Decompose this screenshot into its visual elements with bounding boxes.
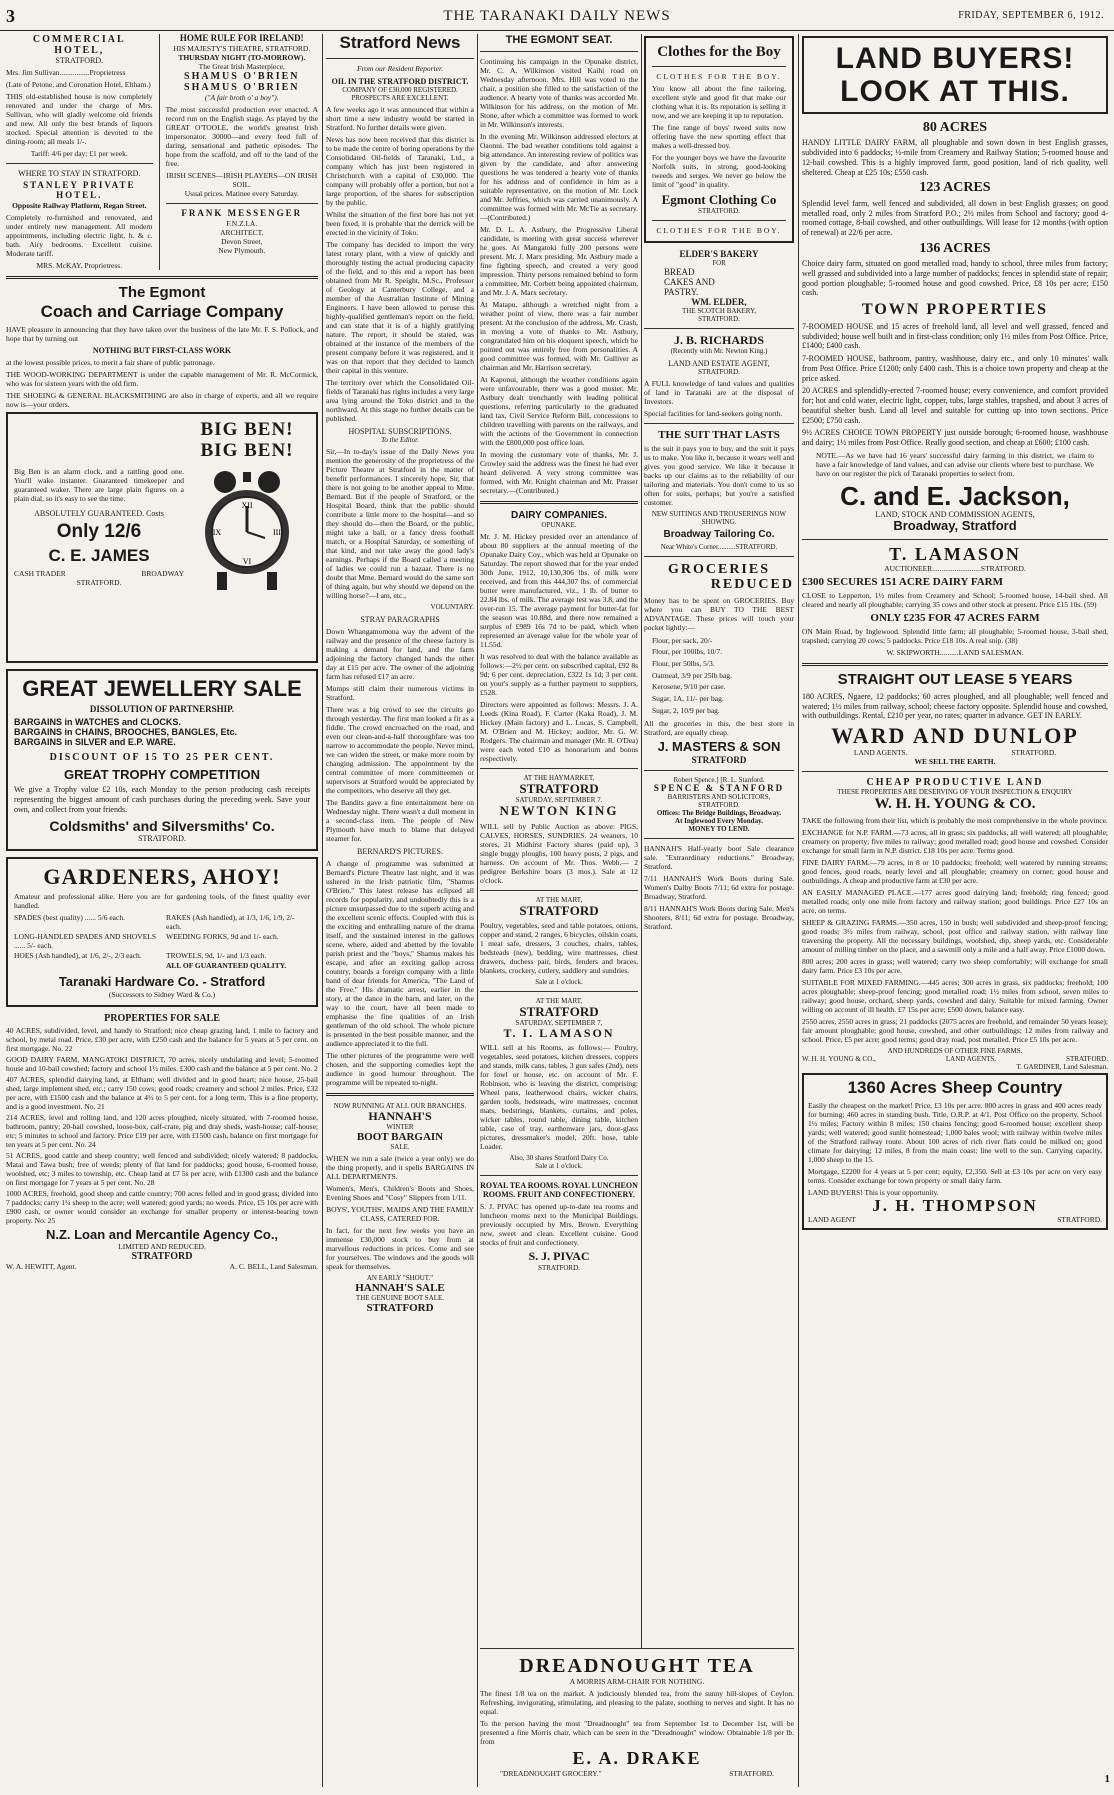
newton-king: NEWTON KING xyxy=(499,803,619,819)
richards-name: J. B. RICHARDS xyxy=(673,332,764,347)
article-paragraph: In moving the customary vote of thanks, Mr. J. Crowley said the address was the finest he had ever heard delivered. A very strong committee was formed, with Mr. Knight chairman and Mr. Prasser secretary.—(Contributed.) xyxy=(480,450,638,496)
architect-name: FRANK MESSENGER xyxy=(181,207,303,218)
groceries-title: GROCERIES xyxy=(667,562,771,578)
big-ben-cash-trader: CASH TRADER xyxy=(14,568,66,578)
hardware-firm: Taranaki Hardware Co. - Stratford xyxy=(58,974,266,990)
pfs-heading: PROPERTIES FOR SALE xyxy=(104,1012,220,1024)
hannah-sale: SALE. xyxy=(390,1142,410,1151)
stray-heading: STRAY PARAGRAPHS xyxy=(360,614,440,624)
byline: From our Resident Reporter. xyxy=(357,63,443,73)
sheep-mortgage: Mortgage, £2200 for 4 years at 5 per cent; equity, £2,350. Sell at £3 10s per acre on very easy terms. Consider exchange for town property or small dairy farm. xyxy=(808,1166,1102,1185)
stray-paragraph: Down Whangamomona way the advent of the railway and the presence of the cheese factory is making a demand for land, and the farm adjoining the factory changed hands the other day at £15 per acre. The owner of the adjoining farm has refused £17 an acre. xyxy=(326,626,474,681)
egmont-seat-title: THE EGMONT SEAT. xyxy=(505,34,613,46)
ward-dunlop: WARD AND DUNLOP xyxy=(831,723,1079,749)
mart2-town: STRATFORD xyxy=(519,1003,599,1019)
commercial-hotel-ad xyxy=(6,34,153,270)
suit-new: NEW SUITINGS AND TROUSERINGS NOW SHOWING. xyxy=(651,510,787,527)
column-rule xyxy=(477,34,478,1787)
tool-item: ALL OF GUARANTEED QUALITY. xyxy=(166,961,287,971)
hannah-title: HANNAH'S xyxy=(368,1108,432,1123)
dreadnought-tea-ad xyxy=(480,1648,794,1789)
young-more: AND HUNDREDS OF OTHER FINE FARMS. xyxy=(887,1046,1023,1055)
t-lamason: T. LAMASON xyxy=(889,543,1021,564)
dreadnought-sub: A MORRIS ARM-CHAIR FOR NOTHING. xyxy=(569,1677,705,1686)
egmont-shoeing: THE SHOEING & GENERAL BLACKSMITHING are also in charge of experts, and all we require now is—your orders. xyxy=(6,390,318,409)
oil-heading: OIL IN THE STRATFORD DISTRICT. xyxy=(331,76,469,86)
dairy-paragraph: It was resolved to deal with the balance available as follows:—2½ per cent. on subscribed capital, £92 8s 9d; 6 per cent. depreciation, £322 1s 1d; 3 per cent. on your's supply as a further payment to suppliers, £528. xyxy=(480,652,638,698)
young-listing: FINE DAIRY FARM.—79 acres, in 8 or 10 paddocks; freehold; well watered by running streams; good fences, good roads, nearly level and all ploughable; creamery on corner; good house and outbuildings. A cheap and productive farm at £30 per acre. xyxy=(802,857,1108,885)
town-listing: 9½ ACRES CHOICE TOWN PROPERTY just outside borough; 6-roomed house, washhouse and dairy; 1½ miles from Post Office. Really good section, and cheap at £600; £100 cash. xyxy=(802,428,1108,448)
alarm-clock-icon xyxy=(197,468,297,598)
property-listing: 1000 ACRES, freehold, good sheep and cattle country; 700 acres felled and in good grass; divided into 7 paddocks; carry 1¼ sheep to the acre; well watered; good yards; no weeds. Price, £5 10s per acre with £900 cash, or owner would consider an exchange for smaller property or interest-bearing town property. No. 25 xyxy=(6,1188,318,1225)
jackson-address: Broadway, Stratford xyxy=(893,518,1017,534)
egmont-title: The Egmont xyxy=(118,283,206,301)
big-ben-guarantee: ABSOLUTELY GUARANTEED. Costs xyxy=(34,508,164,518)
stay-heading: WHERE TO STAY IN STRATFORD. xyxy=(18,169,141,178)
look-at-this: LOOK AT THIS. xyxy=(840,75,1070,108)
mart-at: AT THE MART, xyxy=(535,895,583,904)
hannah-body: WHEN we run a sale (twice a year only) we do the thing properly, and it spells BARGAINS IN ALL DEPARTMENTS. xyxy=(326,1153,474,1181)
sheep-body: Easily the cheapest on the market! Price, £3 10s per acre. 800 acres in grass and 400 acres ready for burning; 460 acres in standing bush. Title, O.R.P. at 4/1. Post Office on the property. School 1½ miles; Factory within 8 miles; 150 chains fencing; good 6-roomed house; excellent sheep yards; well watered; good sunlit homestead; 1,000 bales wool; with railway within twelve miles of the Stratford railway route. About 100 acres of rich river flats could be milked on; good climate for dairying; 12 miles, 8 from the main coast; line well to the sun. Carrying capacity, 1,000 sheep to the 15. xyxy=(808,1100,1102,1164)
solicitor-town: STRATFORD. xyxy=(698,801,740,810)
issue-date: FRIDAY, SEPTEMBER 6, 1912. xyxy=(958,10,1104,21)
thompson-town: STRATFORD. xyxy=(1057,1215,1102,1225)
mart-town: STRATFORD xyxy=(519,902,599,918)
property-listing: 407 ACRES, splendid dairying land, at Eltham; well divided and in good heart; nice house, 25-bail shed, large implement shed, etc.; carry 150 cows; good roads; creamery and school 2 miles. Price, £32 per acre, with £1500 cash and the balance at 4½ to 5 per cent. for a long term. This is a fine property, and is a good investment. No. 21 xyxy=(6,1074,318,1111)
solicitor-money: MONEY TO LEND. xyxy=(688,825,750,834)
tool-item: RAKES (Ash handled), at 1/3, 1/6, 1/9, 2/- each. xyxy=(166,913,295,932)
haymarket-at: AT THE HAYMARKET, xyxy=(523,774,595,783)
cfb-footer: CLOTHES FOR THE BOY. xyxy=(656,225,782,235)
richards-sub: (Recently with Mr. Newton King.) xyxy=(670,346,768,355)
article-paragraph: At Kaponui, although the weather conditions again were unfavourable, there was a good muster. Mr. Astbury dealt trenchantly with leading political questions, referring particularly to the graduated land tax, Civil Service Reform Bill, concessions to children travelling with parents on the railways, and with the actions of the Government in connection with the £800,000 post office loan. xyxy=(480,375,638,448)
oil-subheading: PROSPECTS ARE EXCELLENT. xyxy=(351,93,449,102)
jackson-title: C. and E. Jackson, xyxy=(840,480,1070,511)
big-ben-ad xyxy=(6,412,318,663)
grocery-price: Flour, per sack, 20/- xyxy=(652,635,713,645)
stanley-proprietress: MRS. McKAY, Proprietress. xyxy=(36,260,123,270)
lamason-300-heading: £300 SECURES 151 ACRE DAIRY FARM xyxy=(802,576,1003,589)
hannah-body-2: In fact, for the next few weeks you have an immense £30,000 stock to buy from at marvellous reductions in prices. Come and see for yourselves. The windows and the goods will speak for themselves. xyxy=(326,1225,474,1271)
town-note: NOTE.—As we have had 16 years' successful dairy farming in this district, we claim to have a fair knowledge of land values, and can advise our clients where best to purchase. We have on our register the pick of Taranaki properties to select from. xyxy=(816,450,1094,478)
column-2 xyxy=(326,34,474,1787)
egmont-clothing-firm: Egmont Clothing Co xyxy=(661,191,777,207)
play-tagline: ("A fair broth o' a boy"). xyxy=(204,92,279,102)
dreadnought-body-2: To the person having the most "Dreadnought" tea from September 1st to December 1st, will be presented a fine Morris chair, which can be seen in the "Dreadnought" window. Obtainable 1/8 per lb. from xyxy=(480,1719,794,1746)
young-role: LAND AGENTS, xyxy=(945,1054,997,1063)
town-listing: 20 ACRES and splendidly-erected 7-roomed house; every convenience, and comfort provided for; hot and cold water, electric light, copper, tubs, large stables, trapshed, and about 3 acres of beautiful shelter bush. Land all level and suitable for cutting up into town sections. Price £2500; £750 cash. xyxy=(802,386,1108,425)
ward-dunlop-town: STRATFORD. xyxy=(1011,748,1057,758)
tea-rooms-body: S. J. PIVAC has opened up-to-date tea rooms and luncheon rooms next to the Municipal Buildings, previously occupied by Mrs. Brown. Everything new, sweet and clean. Excellent cuisine. Good stocks of fruit and confectionery. xyxy=(480,1202,638,1248)
svg-text:XII: XII xyxy=(241,500,253,510)
big-ben-broadway: BROADWAY xyxy=(141,568,184,578)
sheep-land-buyers: LAND BUYERS! This is your opportunity. xyxy=(808,1187,939,1197)
mart2-date: SATURDAY, SEPTEMBER 7, xyxy=(515,1019,603,1028)
nz-loan-agent: W. A. HEWITT, Agent. xyxy=(6,1261,77,1271)
thompson-name: J. H. THOMPSON xyxy=(872,1195,1038,1215)
egmont-subtitle: Coach and Carriage Company xyxy=(40,302,284,322)
masters-name: J. MASTERS & SON xyxy=(657,739,781,755)
sheep-country-ad xyxy=(802,1073,1108,1230)
column-rule xyxy=(322,34,323,1787)
haymarket-town: STRATFORD xyxy=(519,781,599,797)
solicitor-role: BARRISTERS AND SOLICITORS, xyxy=(667,793,771,802)
acres-136: 136 ACRES xyxy=(919,240,991,256)
egmont-body-2: at the lowest possible prices, to merit a fair share of public patronage. xyxy=(6,357,215,367)
land-agent-body: A FULL knowledge of land values and qualities of land in Taranaki are at the disposal of Investors. xyxy=(644,378,794,406)
pivac-town: STRATFORD. xyxy=(538,1263,580,1272)
property-listing: 40 ACRES, subdivided, level, and handy to Stratford; nice cheap grazing land, 1 mile to factory and school, by metal road. Price, £30 per acre, with £250 cash and the balance for 5 years at 5 per cent. on first mortgage. No. 22 xyxy=(6,1025,318,1053)
hotel-late: (Late of Petone, and Coronation Hotel, Eltham.) xyxy=(6,80,151,89)
nz-loan-town: STRATFORD xyxy=(131,1250,193,1262)
newspaper-title: THE TARANAKI DAILY NEWS xyxy=(443,8,671,24)
hannah-small-ad: 7/11 HANNAH'S Work Boots during Sale. Women's Dalby Boots 7/11; 6d extra for postage. Broadway, Stratford. xyxy=(644,874,794,902)
home-rule-ad xyxy=(159,34,318,270)
young-listing: SUITABLE FOR MIXED FARMING.—445 acres; 300 acres in grass, six paddocks; freehold; 100 acres ploughable; sheep-proof fencing; good metalled road; 1½ miles from school, seven miles to railway; good house, orchard, sheep yards, cowshed and dairy. Suitable for mixed farming. Owner willing on account of ill health. £7 15s per acre; £500 down, balance easy. xyxy=(802,977,1108,1014)
bakery-line: CAKES AND xyxy=(664,276,715,287)
t-lamason-sub: AUCTIONEER..........................STRATFORD. xyxy=(884,564,1026,574)
property-listing: 214 ACRES, level and rolling land, and 120 acres ploughed, nicely situated, with 7-roomed house, bathroom, pantry; 20-bail cowshed, loose-box, calf-crate, pig and dray sheds, wash-house; calf-house; etc; 5 minutes to school and factory. Price £19 per acre, with £1500 cash, balance on first mortgage for ten years at 5 per cent. No. 24 xyxy=(6,1112,318,1149)
jewellery-sale-ad xyxy=(6,669,318,851)
young-body: TAKE the following from their list, which is probably the most comprehensive in the whole province. xyxy=(802,815,1108,825)
hotel-title: COMMERCIAL HOTEL, xyxy=(32,34,126,56)
property-listing: 51 ACRES, good cattle and sheep country; well fenced and subdivided; nicely watered; 8 paddocks, Matai and Tawa bush; free of weeds; plenty of flat land for paddocks; good house, 6-roomed house, woolshed, etc; 3 miles to township, etc. Cheap land at £7 5s per acre, with £1300 cash and the balance on first mortgage for 7 years at 5 per cent. No. 28 xyxy=(6,1150,318,1187)
stratford-news-title: Stratford News xyxy=(339,34,461,52)
page-marker: 1 xyxy=(1104,1773,1110,1785)
haymarket-date: SATURDAY, SEPTEMBER 7. xyxy=(515,796,603,805)
article-paragraph: Whilst the situation of the first bore has not yet been fixed, it is probable that the derrick will be erected in the vicinity of Toko. xyxy=(326,209,474,237)
egmont-motto: NOTHING BUT FIRST-CLASS WORK xyxy=(92,345,232,355)
big-ben-town: STRATFORD. xyxy=(76,577,122,587)
cfb-paragraph: The fine range of boys' tweed suits now offering have the new sporting effect that makes a well-dressed boy. xyxy=(652,122,786,150)
bakery-title: ELDER'S BAKERY xyxy=(679,248,759,259)
groceries-footer: All the groceries in this, the best store in Stratford, are equally cheap. xyxy=(644,719,794,738)
jewellery-title: GREAT JEWELLERY SALE xyxy=(22,675,302,701)
bakery-line: BREAD xyxy=(664,266,695,277)
hannah-running: NOW RUNNING AT ALL OUR BRANCHES. xyxy=(333,1101,467,1110)
land-agent-town: STRATFORD. xyxy=(698,367,740,376)
big-ben-price: Only 12/6 xyxy=(56,520,142,542)
page-number: 3 xyxy=(6,6,15,26)
young-listing: AN EASILY MANAGED PLACE.—177 acres good dairying land; freehold; ring fenced; good metalled roads; only one mile from factory and railway station; good buildings. Price £27 10s an acre, on terms. xyxy=(802,887,1108,915)
lamason-235-heading: ONLY £235 FOR 47 ACRES FARM xyxy=(870,612,1040,625)
tool-item: LONG-HANDLED SPADES AND SHOVELS ...... 5/- each. xyxy=(14,932,157,951)
grocery-price: Sugar, 2, 10/9 per bag. xyxy=(652,705,720,715)
letter-paragraph: Sir,—In to-day's issue of the Daily News you mention the generosity of the proprietress of the Picture Theatre at Stratford in the matter of benefit performances. I sincerely hope, Sir, that there is not going to be another appeal to Mme. Bernard. But if the people of Stratford, or the Hospital Board, think that the public should contribute a little more to the hospital—and so they should do—then the Board, or the public, might take a ball, or a fancy dress football match, or a Hospital Saturday, or something of that kind, and not take away the good lady's earnings. Perhaps if the Board called a meeting of ladies we could run a bazaar. There is no doubt that Mme. Bernard would do the same sort of thing again, but why should we depend on the willing horse?—I am, etc., xyxy=(326,446,474,600)
hotel-proprietress: Mrs. Jim Sullivan................Proprietress xyxy=(6,68,126,77)
cheap-land-title: CHEAP PRODUCTIVE LAND xyxy=(866,777,1044,789)
egmont-woodwork: THE WOOD-WORKING DEPARTMENT is under the capable management of Mr. R. McCormick, who was for sixteen years with the old firm. xyxy=(6,369,318,388)
acres-123-body: Splendid level farm, well fenced and subdivided, all down in best English grasses; on good metalled road, only 2 miles from Stratford P.O.; 2½ miles from School and factory; good 4-roomed cottage, 8-bail cowshed, and other outbuildings. Will lease for 12 months (with option of renewal) at 22/6 per acre. xyxy=(802,198,1108,238)
discount-line: DISCOUNT OF 15 TO 25 PER CENT. xyxy=(49,752,275,764)
bargain-line: BARGAINS in CHAINS, BROOCHES, BANGLES, Etc. xyxy=(14,727,238,738)
cfb-title: Clothes for the Boy xyxy=(657,44,781,60)
hannah-boys: BOYS', YOUTHS', MAIDS AND THE FAMILY CLASS, CATERED FOR. xyxy=(326,1204,474,1223)
hannah-boot-bargain: BOOT BARGAIN xyxy=(356,1130,444,1143)
bakery-sub: THE SCOTCH BAKERY, xyxy=(682,306,756,315)
oil-subheading: COMPANY OF £30,000 REGISTERED. xyxy=(342,85,458,94)
article-paragraph: A few weeks ago it was announced that within a short time a new industry would be started in Stratford. No further details were given. xyxy=(326,104,474,132)
bakery-town: STRATFORD. xyxy=(698,314,740,323)
article-paragraph: The territory over which the Consolidated Oil-fields of Taranaki has rights includes a very large area lying around the Toko district and to the northward. At this stage no further details can be published. xyxy=(326,377,474,423)
hannah-sale-title: HANNAH'S SALE xyxy=(355,1281,445,1294)
stray-paragraph: The Bandits gave a fine entertainment here on Wednesday night. There wasn't a dull moment in a second-class item. The people of New Plymouth have much to blame that delayed steamer for. xyxy=(326,797,474,843)
column-rule xyxy=(798,34,799,1787)
cfb-subtitle: CLOTHES FOR THE BOY. xyxy=(656,71,782,81)
svg-text:IX: IX xyxy=(212,527,222,537)
grocery-price: Kerosene, 9/10 per case. xyxy=(652,682,726,692)
article-paragraph: In the evening Mr. Wilkinson addressed electors at Oaonui. The bad weather conditions told against a big attendance. An interesting review of politics was given by the candidate, and after answering questions he was tendered a hearty vote of thanks for his address and of confidence in him as a suitable representative, on the motion of Mr. Lock and Mr. Jeffries, which was carried unanimously. A committee was formed with Mr. McTie as secretary.—(Contributed.) xyxy=(480,132,638,223)
solicitor-inglewood: At Inglewood Every Monday. xyxy=(675,817,763,826)
hannah-genuine: THE GENUINE BOOT SALE. xyxy=(355,1294,445,1303)
suit-address: Near White's Corner..........STRATFORD. xyxy=(660,543,778,552)
hannah-shout: AN EARLY "SHOUT." xyxy=(366,1273,434,1282)
groceries-body: Money has to be spent on GROCERIES. Buy where you can BUY TO THE BEST ADVANTAGE. These prices will touch your pocket lightly:— xyxy=(644,595,794,632)
sheep-title: 1360 Acres Sheep Country xyxy=(847,1077,1063,1097)
haymarket-body: WILL sell by Public Auction as above: PIGS, CALVES, HORSES, SUNDRIES. 24 weaners, 10 stores, 21 Midhirst Factory shares (paid up), 3 single buggy ploughs, 100 heavy posts, 2 pigs, and harness. On account of Mr. Thos. Webb.— 2 pedigree Berkshire boars (3 mos.). Sale at 12 o'clock. xyxy=(480,821,638,885)
acres-80-body: HANDY LITTLE DAIRY FARM, all ploughable and sown down in best English grasses, subdivided into 6 paddocks; ½-mile from Creamery and Railway Station; 5-roomed house and 12-bail cowshed. This is a highly improved farm, good position, land of rich quality, well sheltered. Cheap at £25 10s; £550 cash. xyxy=(802,138,1108,177)
trophy-body: We give a Trophy value £2 10s, each Monday to the person producing cash receipts representing the biggest amount of cash purchases during the preceding week. Save your own, and collect from your friends. xyxy=(14,785,310,814)
play-title: SHAMUS O'BRIEN xyxy=(184,81,300,93)
property-listing: GOOD DAIRY FARM, MANGATOKI DISTRICT, 70 acres, nicely undulating and level; 5-roomed house and 10-bail cowshed; factory and school 1½ miles. £300 cash and the balance at 5 per cent. No. 2 xyxy=(6,1054,318,1073)
bernard-heading: BERNARD'S PICTURES. xyxy=(357,846,443,856)
mart2-body: WILL sell at his Rooms, as follows:— Poultry, vegetables, seed potatoes, kitchen dressers, coppers and stands, milk cans, tables, 3 gun safes (2nd), nets for fowl or house, etc. on account of Mr. F. Robinson, who is leaving the district, comprising: Wheel pans, leatherwood chairs, wicker chairs, garden tools, bedsteads, wire mattresses, coconut mats, bedstrings, blankets, curtains, and poles, wicker tables, round table, dining table, kitchen table, case of tray, earthenware jars, door-glass pictures, dressmaker's model, 20ft. hose, table Loader. xyxy=(480,1043,638,1152)
straight-lease-title: STRAIGHT OUT LEASE 5 YEARS xyxy=(837,671,1073,689)
dairy-paragraph: Directors were appointed as follows: Messrs. J. A. Leeds (Kina Road), F. Carter (Kaka Road), J. M. Hickey (Main factory) and L. Lucas, S. Campbell, M. O'Brien and M. Hickey; auditor, Mr. G. W. Rodgers. The chairman and manager (Mr. R. O'Dea) were each voted £10 as honorarium and bonus respectively. xyxy=(480,700,638,764)
tool-item: SPADES (best quality) ...... 5/6 each. xyxy=(14,913,125,923)
play-title: SHAMUS O'BRIEN xyxy=(184,70,300,82)
jewellery-subtitle: DISSOLUTION OF PARTNERSHIP. xyxy=(89,704,235,715)
clothes-for-boy-ad xyxy=(644,36,794,243)
suit-body: is the suit it pays you to buy, and the suit it pays us to make. You like it, because it wears well and gives you good service. We like it because it backs up our claims as to the reliability of our tailoring and materials. You don't come to us so often for suits, perhaps; but you're a satisfied customer. xyxy=(644,444,794,508)
masters-town: STRATFORD xyxy=(691,754,747,765)
dairy-heading: DAIRY COMPANIES. xyxy=(511,510,607,522)
gardeners-ad xyxy=(6,857,318,1006)
mart2-time: Sale at 1 o'clock. xyxy=(535,1162,583,1171)
bernard-paragraph: A change of programme was submitted at Bernard's Picture Theatre last night, and it was ushered in the Irish patriotic film, "Shamus O'Brien." This latest release has eclipsed all records for popularity, and undoubtedly this is a picture unsurpassed due to the superb acting and the excellent scenic effects. Coupled with this is the exciting and enthralling nature of the drama itself, and the sustained interest in the gallows scene, where, aided and abetted by the lovable parish priest and the "boys," Shamus makes his escape, and after an exciting gallop across country, boards a foreign company with a little band of dear friends for America, "The Land of the Free." His dramatic arrest, earlier in the story, at the dance in the barn, and later, on the way to the court, have all been made to emphasise the fine qualities of an Irish gentleman of the old school. The whole picture is presented in the best possible manner, and the audience appreciated it to the full. xyxy=(326,858,474,1048)
bargain-line: BARGAINS in WATCHES and CLOCKS. xyxy=(14,717,181,728)
grocery-price: Flour, per 100lbs, 10/7. xyxy=(652,647,723,657)
solicitor-offices: Offices: The Bridge Buildings, Broadway. xyxy=(656,809,782,818)
dreadnought-body: The finest 1/8 tea on the market. A judiciously blended tea, from the sunny hill-slopes of Ceylon. Refreshing, invigorating, stimulating, and pleasing to the palate, soothing to nerves and sight. It has no equal. xyxy=(480,1689,794,1716)
acres-123: 123 ACRES xyxy=(919,180,991,196)
young-listing: 800 acres; 200 acres in grass; well watered; carry two sheep comfortably; will exchange for small dairy farm. Price £3 10s per acre. xyxy=(802,956,1108,975)
hannah-town: STRATFORD xyxy=(366,1302,434,1315)
drake-town: STRATFORD. xyxy=(729,1768,774,1778)
article-paragraph: Continuing his campaign in the Opunake district, Mr. C. A. Wilkinson visited Kaihi road on Wednesday afternoon. Mrs. Hill was voted to the chair, a position she filled to the satisfaction of the audience. A hearty vote of thanks was accorded Mr. Wilkinson for his address, on the motion of Mr. Stone, after which a committee was formed to work in Mr. Wilkinson's interests. xyxy=(480,57,638,130)
bargain-line: BARGAINS in SILVER and E.P. WARE. xyxy=(14,737,176,748)
jackson-sub: LAND, STOCK AND COMMISSION AGENTS, xyxy=(875,510,1035,520)
young-listing: EXCHANGE for N.P. FARM.—73 acres, all in grass; six paddocks, all well watered; all ploughable; creamery on property; five miles to railway; good metalled road; good house and cowshed. Consider exchange for small farm in N.P. district. £18 10s per acre. Terms good. xyxy=(802,827,1108,855)
grocery-price: Oatmeal, 3/9 per 25lb bag. xyxy=(652,670,732,680)
letter-signature: VOLUNTARY. xyxy=(430,602,474,611)
big-ben-dealer: C. E. JAMES xyxy=(48,545,150,565)
home-rule-body: The most successful production ever enacted. A record run on the English stage. As played by the GREAT O'TOOLE, the world's greatest Irish impersonator. 30000—and every feed full of daring, sensational and pathetic episodes. The hope from the scaffold, and off to the land of the free. xyxy=(165,104,318,168)
tool-item: HOES (Ash handled), at 1/6, 2/-, 2/3 each. xyxy=(14,951,142,961)
spence-stanford: SPENCE & STANFORD xyxy=(653,782,785,793)
stanley-title: STANLEY PRIVATE HOTEL. xyxy=(23,180,136,200)
land-agent-special: Special facilities for land-seekers going north. xyxy=(644,408,783,418)
suit-title: THE SUIT THAT LASTS xyxy=(658,428,780,441)
home-rule-title: HOME RULE FOR IRELAND! xyxy=(179,34,304,43)
pivac-name: S. J. PIVAC xyxy=(528,1249,590,1264)
egmont-body: HAVE pleasure in announcing that they have taken over the business of the late Mr. F. S. Pollock, and hope that by turning out xyxy=(6,324,318,343)
land-agent-title: LAND AND ESTATE AGENT, xyxy=(668,358,770,368)
hardware-sub: (Successors to Sidney Ward & Co.) xyxy=(108,989,216,999)
article-paragraph: The company has decided to import the very latest rotary plant, with a view of quickly and thoroughly testing the actual producing capacity of the field, and to this end a report has been obtained from Mr R. Speight, M.Sc., Professor of Geology at Canterbury College, and a member of the Australian Institute of Mining Engineers. I have been allowed to peruse this highly-qualified gentleman's report on the field, and can state that it is of a highly gratifying nature. The report, it should be stated, was obtained at the instance of the members of the present company before it was registered, and it was on that report that they decided to launch their capital in this venture. xyxy=(326,239,474,375)
home-rule-scenes: IRISH SCENES—IRISH PLAYERS—ON IRISH SOIL. xyxy=(166,170,318,189)
cheap-land-sub: THESE PROPERTIES ARE DESERVING OF YOUR INSPECTION & ENQUIRY xyxy=(837,788,1073,797)
tool-item: WEEDING FORKS, 9d and 1/- each. xyxy=(166,932,279,942)
hannah-items: Women's, Men's, Children's Boots and Shoes, Evening Shoes and "Cosy" Slippers from 1/11. xyxy=(326,1183,474,1202)
mart-time: Sale at 1 o'clock. xyxy=(535,977,583,986)
lamason-300-body: CLOSE to Lepperton, 1½ miles from Creamery and School; 5-roomed house, 14-bail shed. All cleared and nearly all ploughable; carrying 35 cows and other stock at present. Price £15 10s. (59) xyxy=(802,591,1108,610)
young-co: W. H. H. YOUNG & CO. xyxy=(874,796,1036,813)
egmont-coach-ad xyxy=(6,285,318,409)
architect-role: ARCHITECT. xyxy=(220,227,264,237)
dairy-place: OPUNAKE. xyxy=(541,521,577,530)
young-firm: W. H. H. YOUNG & CO., xyxy=(802,1054,876,1063)
hannah-sale-ad xyxy=(326,1102,474,1314)
svg-text:III: III xyxy=(273,527,281,537)
trophy-title: GREAT TROPHY COMPETITION xyxy=(64,767,260,783)
cfb-town: STRATFORD. xyxy=(698,206,740,215)
column-5 xyxy=(802,34,1108,1787)
stray-paragraph: Mumps still claim their numerous victims in Stratford. xyxy=(326,683,474,702)
bakery-for: FOR xyxy=(712,258,726,267)
column-1 xyxy=(6,34,318,1787)
mart2-also: Also, 30 shares Stratford Dairy Co. xyxy=(509,1154,609,1163)
hospital-to-editor: To the Editor. xyxy=(381,435,419,444)
grocery-price: Flour, per 50lbs, 5/3. xyxy=(652,659,715,669)
architect-town: New Plymouth. xyxy=(218,245,266,255)
hannah-small-ad: 8/11 HANNAH'S Work Boots during Sale. Men's Shooters, 8/11; 6d extra for postage. Broadway, Stratford. xyxy=(644,904,794,932)
jewellery-town: STRATFORD. xyxy=(138,834,186,844)
stanley-body: Completely re-furnished and renovated, and under entirely new management. All modern appointments, including electric light, h. & c. bath. Airy bedrooms. Excellent cuisine. Moderate tariff. xyxy=(6,212,153,258)
lamason-salesman: W. SKIPWORTH..........LAND SALESMAN. xyxy=(886,648,1024,658)
big-ben-title: BIG BEN! xyxy=(200,418,294,440)
column-3 xyxy=(480,34,638,1787)
young-salesman: T. GARDINER, Land Salesman. xyxy=(1016,1062,1108,1071)
ward-dunlop-role: LAND AGENTS. xyxy=(853,748,908,758)
young-listing: 2550 acres, 2550 acres in grass; 21 paddocks (2075 acres are freehold, and remainder 50 years lease); fair amount ploughable; good house, cowshed, and other outbuildings; 12 miles from railway and school. Price, £5 per acre; good terms; good dray road, post metalled. Price £5 10s per acre. xyxy=(802,1016,1108,1044)
hotel-town: STRATFORD. xyxy=(55,56,104,65)
svg-text:VI: VI xyxy=(242,556,252,566)
land-buyers-title: LAND BUYERS! xyxy=(835,42,1075,75)
hannah-small-ad: HANNAH'S Half-yearly boot Sale clearance sale. "Extraordinary reductions." Broadway, Stratford. xyxy=(644,844,794,872)
acres-80: 80 ACRES xyxy=(922,120,988,135)
cfb-paragraph: You know all about the fine tailoring, excellent style and good fit that make our clothing what it is. Its reputation is selling it now, and we are keeping it up to reputation. xyxy=(652,83,786,120)
article-paragraph: Mr. D. L. A. Astbury, the Progressive Liberal candidate, is meeting with great success wherever he goes. At Mangatoki fully 200 persons were present. Mr. J. Marx presiding. Mr. Astbury made a fine fighting speech, and created a very good impression. Thirty persons remained behind to form a committee, Mr. Corbett being appointed chairman, and Mr. J. A. Marx secretary. xyxy=(480,225,638,298)
young-town: STRATFORD. xyxy=(1066,1054,1108,1063)
home-rule-prices: Usual prices. Matinee every Saturday. xyxy=(184,188,299,198)
home-rule-date: THURSDAY NIGHT (TO-MORROW). xyxy=(178,52,306,62)
hotel-tariff: Tariff: 4/6 per day; £1 per week. xyxy=(30,149,128,158)
drake-name: E. A. DRAKE xyxy=(572,1748,702,1768)
bernard-paragraph: The other pictures of the programme were well chosen, and the supporting comedies kept the audience in good humour throughout. The programme will be repeated to-night. xyxy=(326,1050,474,1087)
broadway-tailoring: Broadway Tailoring Co. xyxy=(663,529,775,541)
masthead xyxy=(0,0,1114,31)
mart2-at: AT THE MART, xyxy=(535,996,583,1005)
cfb-paragraph: For the younger boys we have the favourite Norfolk suits, in strong, good-looking tweeds and serges. We never go below the limit of "good" in quality. xyxy=(652,152,786,189)
article-paragraph: At Matapu, although a wretched night from a weather point of view, there was a fair number present. At the conclusion of the address, Mr. Crash, in moving a vote of thanks to Mr. Astbury, congratulated him on his eloquent speech, which he pointed out was entirely free from personalities. A good committee was formed, with Mr. Gulliver as chairman and Mr. Harrison secretary. xyxy=(480,300,638,373)
tool-item: TROWELS, 9d, 1/- and 1/3 each. xyxy=(166,951,267,961)
young-listing: SHEEP & GRAZING FARMS.—350 acres, 150 in bush; well subdivided and sheep-proof fencing; good roads; 3½ miles from railway, school, post office and railway station, with railway line traversing the property. All the necessary buildings, woolshed, dip, sheep yards, etc. Considerable amount of milling timber on the place, and a sawmill only a mile and a half away. Price £1000 down. xyxy=(802,917,1108,954)
stray-paragraph: There was a big crowd to see the circuits go through yesterday. The first man looked a fit as a fiddle. The crowd encroached on the road, and even our clean-and-a-half thoroughfare was too narrow to accommodate the people. Never mind, we can widen the street, or make more room by changing admission. The appointment by the central committee of more committeemen or supervisors at Stratford would be appreciated by the competitors, who deserve all they get. xyxy=(326,704,474,795)
bakery-owner: WM. ELDER, xyxy=(691,296,747,307)
drake-grocery: "DREADNOUGHT GROCERY." xyxy=(500,1768,602,1778)
column-4 xyxy=(644,34,794,1645)
hannah-winter: WINTER xyxy=(386,1122,414,1131)
nz-loan-firm: N.Z. Loan and Mercantile Agency Co., xyxy=(45,1226,279,1242)
article-paragraph: News has now been received that this district is to be made the centre of boring operations by the Consolidated Oil-fields of Taranaki, Ltd., a company which has just been registered in Christchurch with a capital of £30,000. The company will probably offer a portion, but not a large proportion, of the shares for subscription by the public. xyxy=(326,134,474,207)
gardeners-body: Amateur and professional alike. Here you are for gardening tools, of the finest quality ever handled. xyxy=(14,892,310,911)
nz-loan-salesman: A. C. BELL, Land Salesman. xyxy=(229,1261,318,1271)
gardeners-title: GARDENERS, AHOY! xyxy=(43,864,281,890)
nz-loan-limited: LIMITED AND REDUCED. xyxy=(118,1241,206,1251)
solicitor-names: Robert Spence.] [R. L. Stanford. xyxy=(673,775,765,784)
hotel-body: THIS old-established house is now completely renovated and under the charge of Mrs. Sullivan, who will gladly welcome old friends and new. All only the best brands of liquors stocked. Special attention is devoted to the dining-room; all meals 1/-. xyxy=(6,92,153,146)
mart-body: Poultry, vegetables, seed and table potatoes, onions, copper and stand, 2 ranges, 6 bicycles, oilskin coats, 1 meat safe, dressers, 3 couches, chairs, tables, bedsteads (new), bedding, wire mattresses, chest drawers, duchess pair, birds, fenders and braces, blankets, crockery, cutlery, saddlery and sundries. xyxy=(480,920,638,975)
ward-dunlop-tag: WE SELL THE EARTH. xyxy=(914,757,996,767)
acres-136-body: Choice dairy farm, situated on good metalled road, handy to school, three miles from factory; well grassed and subdivided into a large number of paddocks; fences in splendid state of repair; good portion ploughable; 5-roomed house and good cowshed. Price, £8 10s per acre; £150 cash. xyxy=(802,259,1108,298)
bakery-line: PASTRY. xyxy=(664,286,699,297)
grocery-price: Sugar, 1A, 11/- per bag. xyxy=(652,693,724,703)
straight-lease-body: 180 ACRES, Ngaere, 12 paddocks; 60 acres ploughed, and all ploughable; well fenced and watered; 1½ miles from railway, school; cheese factory opposite. Splendid house and cowshed, with outbuildings. Rental, £210 per year, no rates; quarter in advance. GET IN EARLY. xyxy=(802,691,1108,721)
hospital-heading: HOSPITAL SUBSCRIPTIONS. xyxy=(348,426,452,436)
jewellery-firm: Coldsmiths' and Silversmiths' Co. xyxy=(49,817,275,834)
home-rule-intro: The Great Irish Masterpiece, xyxy=(198,61,285,71)
big-ben-title: BIG BEN! xyxy=(200,439,294,461)
thompson-role: LAND AGENT xyxy=(808,1215,856,1225)
town-listing: 7-ROOMED HOUSE, bathroom, pantry, washhouse, dairy etc., and only 10 minutes' walk from Post Office. Price £1200; only £400 cash. This is a choice town property and cheap at the price asked. xyxy=(802,354,1108,383)
column-rule xyxy=(641,34,642,1787)
home-rule-theatre: HIS MAJESTY'S THEATRE, STRATFORD. xyxy=(173,43,311,53)
land-buyers-box xyxy=(802,36,1108,114)
big-ben-body: Big Ben is an alarm clock, and a rattling good one. You'll wake instanter. Guaranteed timekeeper and guaranteed waker. There are large plain figures on a plain dial, so it's easy to see the time. xyxy=(14,466,184,503)
stanley-sub: Opposite Railway Platform, Regan Street. xyxy=(12,200,147,210)
tea-rooms-title: ROYAL TEA ROOMS. ROYAL LUNCHEON ROOMS. FRUIT AND CONFECTIONERY. xyxy=(480,1181,638,1200)
lamason-name: T. I. LAMASON xyxy=(503,1026,615,1041)
dreadnought-title: DREADNOUGHT TEA xyxy=(519,1655,755,1677)
properties-for-sale xyxy=(6,1013,318,1271)
lamason-235-body: ON Main Road, by Inglewood. Splendid little farm; all ploughable; 5-roomed house, 3-bail shed, trapshed; carrying 20 cows; 5 paddocks. Price £18 10s. A real snip. (38) xyxy=(802,627,1108,646)
town-properties: TOWN PROPERTIES xyxy=(861,301,1049,319)
groceries-reduced: REDUCED xyxy=(710,577,794,593)
architect-address: Devon Street, xyxy=(221,236,263,246)
architect-qual: F.N.Z.I.A. xyxy=(226,218,258,228)
dairy-paragraph: Mr. J. M. Hickey presided over an attendance of about 80 suppliers at the annual meeting of the Opunake Dairy Coy., which was held at Opunake on Saturday. The report showed that for the year ended 30th June, 1912, 10,130,306 lbs. of milk were received, and from this 444,307 lbs. of commercial butter were manufactured, viz., 1 lb. of butter to 22.84 lbs. of milk. The average test was 3.8, and the over-run 15. The average payment for butter-fat for the season was 10.88d, and there now remained a surplus of £989 16s 7d to be paid, which when represented an average value for the whole year of 11.55d. xyxy=(480,532,638,650)
town-listing: 7-ROOMED HOUSE and 15 acres of freehold land, all level and well grassed, fenced and subdivided; house well built and in first-class condition; only 1½ miles from Post Office. Price, £1400; £400 cash. xyxy=(802,321,1108,351)
